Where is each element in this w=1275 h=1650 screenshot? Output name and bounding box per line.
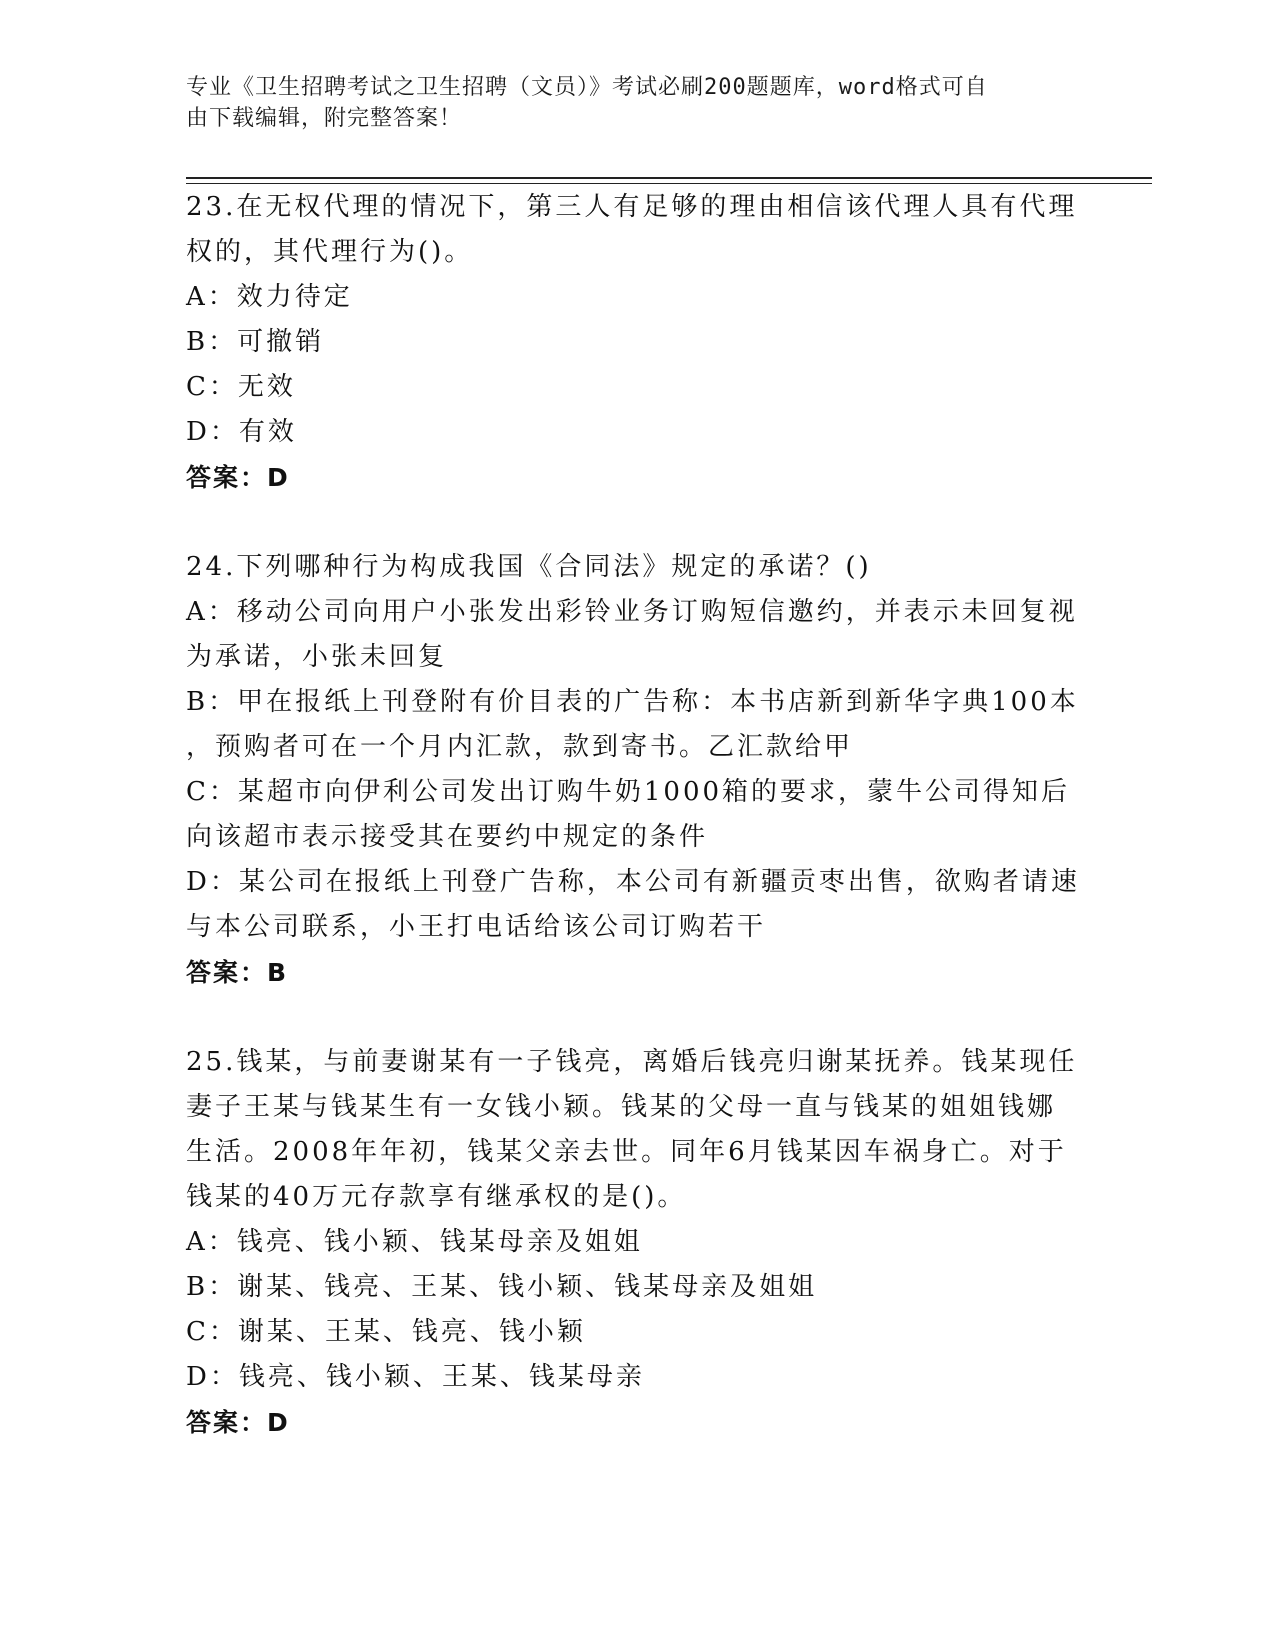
option-a: A：效力待定 — [186, 282, 353, 312]
answer-label: 答案：D — [186, 463, 290, 492]
question-stem: 权的，其代理行为()。 — [186, 237, 474, 267]
answer-label: 答案：B — [186, 958, 289, 987]
option-d: D：有效 — [186, 417, 297, 447]
header-divider — [186, 177, 1152, 179]
question-list — [186, 185, 1086, 1445]
question-25 — [186, 1040, 1086, 1445]
option-b: B：可撤销 — [186, 327, 325, 357]
option-c: C：无效 — [186, 372, 296, 402]
option-a: A：钱亮、钱小颖、钱某母亲及姐姐 — [186, 1227, 643, 1257]
option-d-continued: 与本公司联系，小王打电话给该公司订购若干 — [186, 912, 767, 942]
option-d: D：钱亮、钱小颖、王某、钱某母亲 — [186, 1362, 645, 1392]
document-header — [186, 72, 1066, 134]
question-stem: 24.下列哪种行为构成我国《合同法》规定的承诺？() — [186, 552, 872, 582]
question-stem: 23.在无权代理的情况下，第三人有足够的理由相信该代理人具有代理 — [186, 192, 1078, 222]
question-stem: 生活。2008年年初，钱某父亲去世。同年6月钱某因车祸身亡。对于 — [186, 1137, 1067, 1167]
option-b: B：甲在报纸上刊登附有价目表的广告称：本书店新到新华字典100本 — [186, 687, 1079, 717]
option-c: C：某超市向伊利公司发出订购牛奶1000箱的要求，蒙牛公司得知后 — [186, 777, 1071, 807]
header-divider-thin — [186, 183, 1152, 184]
question-24 — [186, 545, 1086, 995]
question-stem: 妻子王某与钱某生有一女钱小颖。钱某的父母一直与钱某的姐姐钱娜 — [186, 1092, 1057, 1122]
option-c-continued: 向该超市表示接受其在要约中规定的条件 — [186, 822, 709, 852]
option-b: B：谢某、钱亮、王某、钱小颖、钱某母亲及姐姐 — [186, 1272, 818, 1302]
option-c: C：谢某、王某、钱亮、钱小颖 — [186, 1317, 586, 1347]
option-a: A：移动公司向用户小张发出彩铃业务订购短信邀约，并表示未回复视 — [186, 597, 1078, 627]
question-stem: 25.钱某，与前妻谢某有一子钱亮，离婚后钱亮归谢某抚养。钱某现任 — [186, 1047, 1078, 1077]
option-d: D：某公司在报纸上刊登广告称，本公司有新疆贡枣出售，欲购者请速 — [186, 867, 1080, 897]
option-a-continued: 为承诺，小张未回复 — [186, 642, 448, 672]
question-spacer — [186, 500, 1086, 545]
header-line: 由下载编辑，附完整答案！ — [186, 106, 463, 131]
option-b-continued: ，预购者可在一个月内汇款，款到寄书。乙汇款给甲 — [186, 732, 854, 762]
question-spacer — [186, 995, 1086, 1040]
question-23 — [186, 185, 1086, 500]
header-line: 专业《卫生招聘考试之卫生招聘（文员）》考试必刷200题题库，word格式可自 — [186, 75, 988, 100]
answer-label: 答案：D — [186, 1408, 290, 1437]
question-stem: 钱某的40万元存款享有继承权的是()。 — [186, 1182, 687, 1212]
